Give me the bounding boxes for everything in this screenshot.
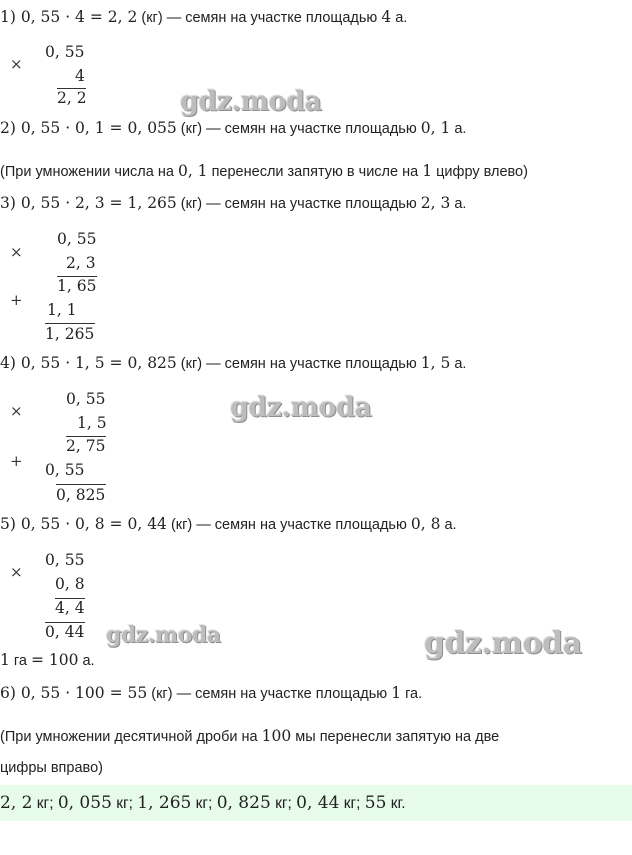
step-unit: а. xyxy=(450,356,467,372)
multiplier: 4 xyxy=(75,67,85,85)
step-area: 1 xyxy=(391,684,402,702)
multiplier: 1, 5 xyxy=(77,414,107,432)
answer-value: 0, 825 xyxy=(216,793,271,813)
step-expression: 4) 0, 55 · 1, 5 = 0, 825 xyxy=(0,354,177,372)
multiplicand: 0, 55 xyxy=(66,390,106,408)
step-text: (кг) — семян на участке площадью xyxy=(137,10,382,26)
note-number: 0, 1 xyxy=(177,162,208,180)
conversion-unit: а. xyxy=(78,653,95,669)
note-comma-shift-right xyxy=(0,727,499,745)
step-unit: га. xyxy=(401,686,423,702)
product: 0, 825 xyxy=(56,486,106,504)
partial-product-1: 2, 75 xyxy=(66,437,106,455)
answer-value: 2, 2 xyxy=(0,793,33,813)
note-text: мы перенесли запятую на две xyxy=(291,729,500,745)
plus-sign: + xyxy=(10,291,23,309)
step-expression: 6) 0, 55 · 100 = 55 xyxy=(0,684,148,702)
answer-unit: кг; xyxy=(111,795,138,812)
solution-step-5 xyxy=(0,515,457,533)
answer-unit: кг; xyxy=(191,795,217,812)
note-text: (При умножении числа на xyxy=(0,164,178,180)
answer-unit: кг; xyxy=(32,795,58,812)
step-text: (кг) — семян на участке площадью xyxy=(176,121,421,137)
note-number: 1 xyxy=(422,162,433,180)
step-area: 2, 3 xyxy=(420,194,451,212)
solution-step-1 xyxy=(0,8,407,26)
step-area: 4 xyxy=(381,8,392,26)
note-number: 100 xyxy=(261,727,292,745)
answer-value: 55 xyxy=(364,793,387,813)
note-comma-shift-left xyxy=(0,162,528,180)
step-text: (кг) — семян на участке площадью xyxy=(176,356,421,372)
answer-unit: кг; xyxy=(270,795,297,812)
step-expression: 2) 0, 55 · 0, 1 = 0, 055 xyxy=(0,119,177,137)
answer-value: 0, 055 xyxy=(57,793,112,813)
conversion-number: = 100 xyxy=(30,651,79,669)
answer-unit: кг. xyxy=(386,795,406,812)
note-comma-shift-right-cont xyxy=(0,760,103,776)
partial-product-1: 1, 65 xyxy=(57,277,97,295)
note-text: перенесли запятую в числе на xyxy=(207,164,423,180)
product: 1, 265 xyxy=(45,325,95,343)
conversion-unit: га xyxy=(9,653,31,669)
step-area: 1, 5 xyxy=(420,354,451,372)
step-expression: 5) 0, 55 · 0, 8 = 0, 44 xyxy=(0,515,167,533)
note-text: цифры вправо) xyxy=(0,760,103,776)
solution-step-2 xyxy=(0,119,466,137)
step-text: (кг) — семян на участке площадью xyxy=(176,196,421,212)
step-unit: а. xyxy=(450,121,467,137)
plus-sign: + xyxy=(10,452,23,470)
answer-value: 1, 265 xyxy=(137,793,192,813)
sum-line xyxy=(56,484,106,485)
product: 2, 2 xyxy=(57,89,87,107)
watermark: gdz.moda xyxy=(180,86,322,117)
product: 0, 44 xyxy=(45,623,85,641)
multiplicand: 0, 55 xyxy=(57,230,97,248)
step-area: 0, 1 xyxy=(420,119,451,137)
multiplier: 2, 3 xyxy=(66,254,96,272)
step-unit: а. xyxy=(450,196,467,212)
answer-value: 0, 44 xyxy=(296,793,340,813)
multiply-sign: × xyxy=(10,243,23,261)
answer-text xyxy=(0,793,406,813)
solution-step-6 xyxy=(0,684,422,702)
answer-unit: кг; xyxy=(339,795,365,812)
partial-product-2: 0, 55 xyxy=(45,461,85,479)
multiplier: 0, 8 xyxy=(55,575,85,593)
answer-bar xyxy=(0,785,632,821)
multiply-sign: × xyxy=(10,55,23,73)
watermark: gdz.moda xyxy=(230,392,372,423)
step-expression: 1) 0, 55 · 4 = 2, 2 xyxy=(0,8,138,26)
conversion-number: 1 xyxy=(0,651,10,669)
partial-product-2: 1, 1 xyxy=(47,301,77,319)
step-text: (кг) — семян на участке площадью xyxy=(147,686,392,702)
step-unit: а. xyxy=(391,10,408,26)
partial-product-1: 4, 4 xyxy=(55,599,85,617)
step-text: (кг) — семян на участке площадью xyxy=(166,517,411,533)
watermark: gdz.moda xyxy=(424,626,582,661)
multiplicand: 0, 55 xyxy=(45,551,85,569)
multiply-sign: × xyxy=(10,563,23,581)
solution-step-3 xyxy=(0,194,466,212)
step-unit: а. xyxy=(440,517,457,533)
solution-step-4 xyxy=(0,354,466,372)
multiply-sign: × xyxy=(10,402,23,420)
watermark: gdz.moda xyxy=(106,622,221,648)
unit-conversion xyxy=(0,651,95,669)
step-expression: 3) 0, 55 · 2, 3 = 1, 265 xyxy=(0,194,177,212)
multiplicand: 0, 55 xyxy=(45,43,85,61)
step-area: 0, 8 xyxy=(410,515,441,533)
sum-line xyxy=(45,323,95,324)
note-text: (При умножении десятичной дроби на xyxy=(0,729,262,745)
note-text: цифру влево) xyxy=(432,164,528,180)
